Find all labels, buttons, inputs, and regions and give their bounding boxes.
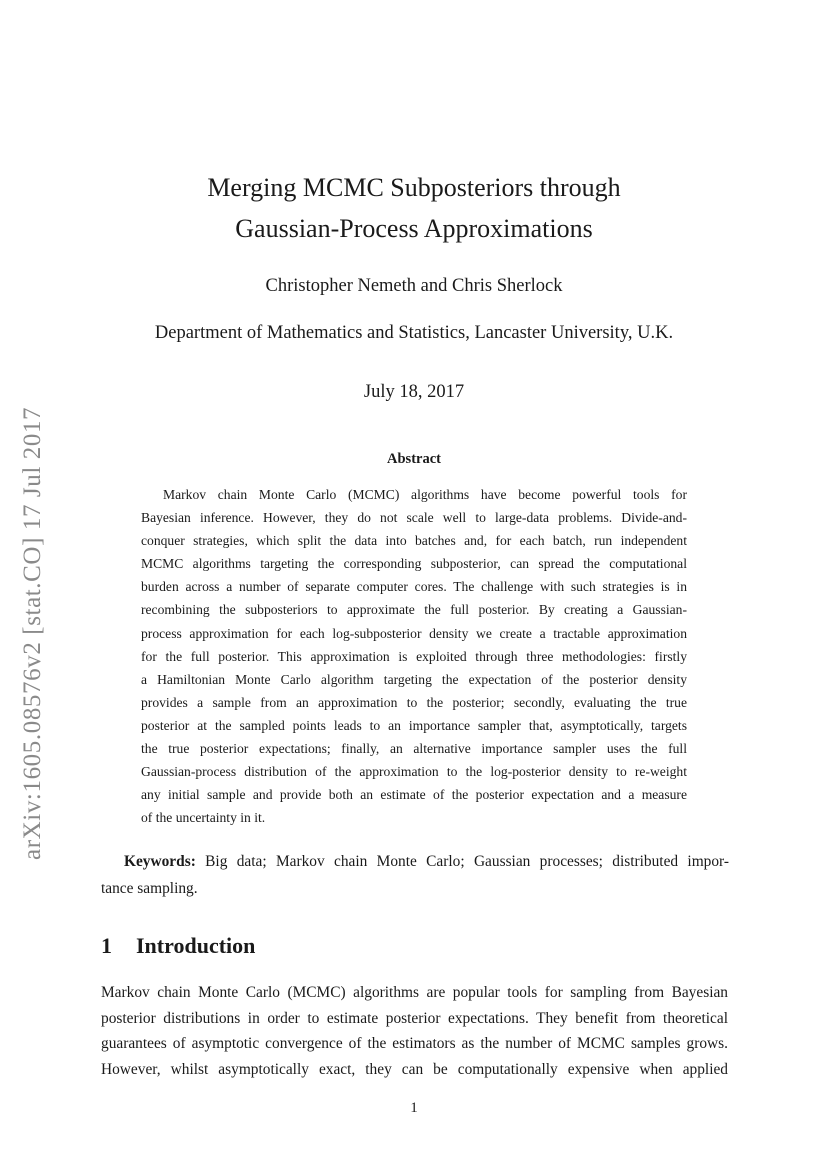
keywords-label: Keywords: xyxy=(124,853,196,870)
abstract-line: burden across a number of separate computer cores. The challenge with such strategies is in xyxy=(141,579,687,595)
section-title: Introduction xyxy=(136,933,256,958)
section-heading xyxy=(101,931,255,961)
abstract-line: Bayesian inference. However, they do not scale well to large-data problems. Divide-and- xyxy=(141,510,687,526)
abstract-line: posterior at the sampled points leads to an importance sampler that, asymptotically, targets xyxy=(141,717,687,733)
paper-affiliation: Department of Mathematics and Statistics, Lancaster University, U.K. xyxy=(154,323,674,343)
arxiv-identifier-text: arXiv:1605.08576v2 [stat.CO] 17 Jul 2017 xyxy=(19,406,46,860)
section-number: 1 xyxy=(101,933,112,958)
abstract-line: MCMC algorithms targeting the corresponding subposterior, can spread the computational xyxy=(141,556,687,572)
abstract-line: Gaussian-process distribution of the approximation to the log-posterior density to re-weight xyxy=(141,764,687,780)
arxiv-identifier-stamp xyxy=(16,370,50,860)
introduction-line: posterior distributions in order to estimate posterior expectations. They benefit from theoretical xyxy=(101,1009,728,1027)
abstract-line: the true posterior expectations; finally, an alternative importance sampler uses the full xyxy=(141,741,687,757)
keywords-paragraph xyxy=(101,848,729,902)
abstract-line: of the uncertainty in it. xyxy=(141,810,266,826)
introduction-line: However, whilst asymptotically exact, they can be computationally expensive when applied xyxy=(101,1061,728,1079)
paper-title-line: Gaussian-Process Approximations xyxy=(235,214,593,243)
page-number: 1 xyxy=(410,1100,418,1116)
abstract-body xyxy=(141,483,687,829)
introduction-line: guarantees of asymptotic convergence of the estimators as the number of MCMC samples grows. xyxy=(101,1035,728,1053)
abstract-heading: Abstract xyxy=(387,451,441,467)
paper-title-line: Merging MCMC Subposteriors through xyxy=(207,173,621,202)
keywords-text: Big data; Markov chain Monte Carlo; Gaussian processes; distributed impor- xyxy=(195,853,729,870)
abstract-line: conquer strategies, which split the data into batches and, for each batch, run independent xyxy=(141,533,687,549)
abstract-line: for the full posterior. This approximation is exploited through three methodologies: firstly xyxy=(141,648,687,664)
abstract-line: recombining the subposteriors to approximate the full posterior. By creating a Gaussian- xyxy=(141,602,687,618)
introduction-body xyxy=(101,980,728,1083)
abstract-line: any initial sample and provide both an estimate of the posterior expectation and a measure xyxy=(141,787,687,803)
abstract-line: provides a sample from an approximation to the posterior; secondly, evaluating the true xyxy=(141,694,687,710)
introduction-line: Markov chain Monte Carlo (MCMC) algorithms are popular tools for sampling from Bayesian xyxy=(101,984,728,1001)
abstract-line: process approximation for each log-subposterior density we create a tractable approximation xyxy=(141,625,687,641)
paper-authors: Christopher Nemeth and Chris Sherlock xyxy=(265,276,563,296)
keywords-line: tance sampling. xyxy=(101,880,198,897)
paper-date: July 18, 2017 xyxy=(363,382,465,402)
abstract-line: Markov chain Monte Carlo (MCMC) algorithms have become powerful tools for xyxy=(163,487,687,502)
paper-title xyxy=(100,167,728,249)
abstract-line: a Hamiltonian Monte Carlo algorithm targeting the expectation of the posterior density xyxy=(141,671,687,687)
keywords-line xyxy=(101,848,729,875)
